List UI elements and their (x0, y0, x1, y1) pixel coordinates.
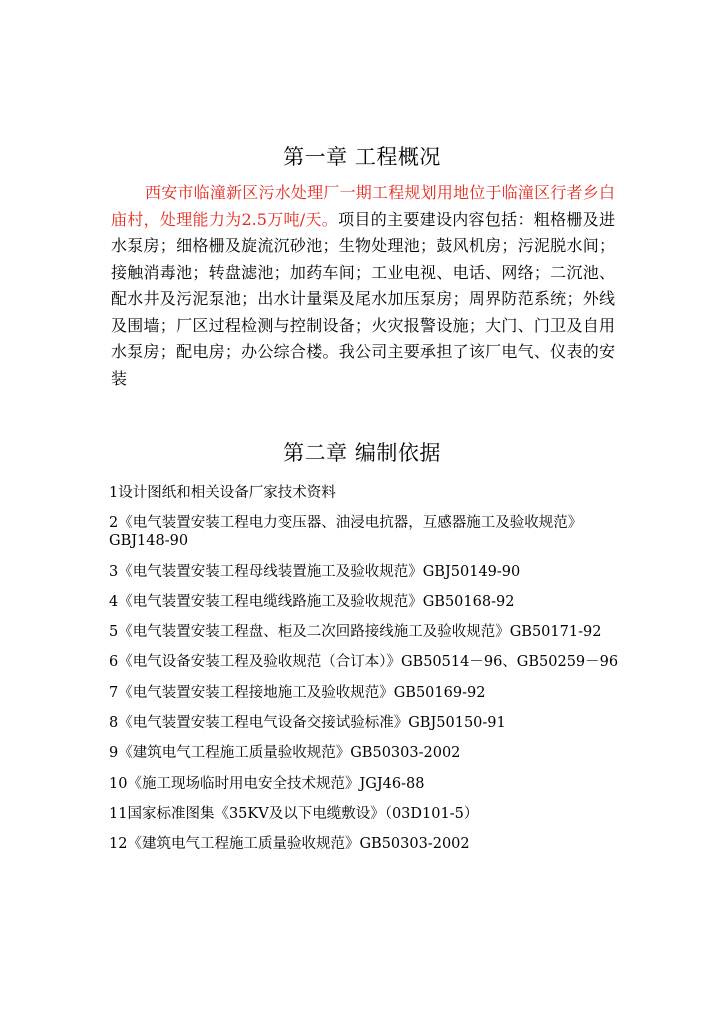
reference-item: 3《电气装置安装工程母线装置施工及验收规范》GBJ50149-90 (109, 563, 521, 580)
reference-item: 9《建筑电气工程施工质量验收规范》GB50303-2002 (109, 745, 461, 762)
chapter-1-intro-paragraph (111, 180, 615, 392)
reference-item: 6《电气设备安装工程及验收规范（合订本）》GB50514－96、GB50259－96 (109, 654, 619, 671)
reference-item: 8《电气装置安装工程电气设备交接试验标准》GBJ50150-91 (109, 715, 506, 732)
chapter-1-title: 第一章 工程概况 (283, 145, 441, 169)
reference-item: 12《建筑电气工程施工质量验收规范》GB50303-2002 (109, 836, 470, 853)
reference-item: 5《电气装置安装工程盘、柜及二次回路接线施工及验收规范》GB50171-92 (109, 624, 602, 641)
reference-list (109, 484, 619, 866)
reference-item: 10《施工现场临时用电安全技术规范》JGJ46-88 (109, 775, 425, 792)
reference-item: 2《电气装置安装工程电力变压器、油浸电抗器，互感器施工及验收规范》GBJ148-90 (109, 515, 583, 550)
reference-item: 1设计图纸和相关设备厂家技术资料 (109, 485, 336, 501)
reference-item: 11国家标准图集《35KV及以下电缆敷设》（03D101-5） (109, 805, 479, 822)
chapter-2-title: 第二章 编制依据 (283, 441, 441, 465)
intro-highlighted-text: 西安市临潼新区污水处理厂一期工程规划用地位于临潼区行者乡白庙村，处理能力为2.5万吨/天。 (111, 183, 615, 229)
reference-item: 7《电气装置安装工程接地施工及验收规范》GB50169-92 (109, 684, 486, 701)
intro-body-text: 项目的主要建设内容包括：粗格栅及进水泵房；细格栅及旋流沉砂池；生物处理池；鼓风机房；污泥脱水间；接触消毒池；转盘滤池；加药车间；工业电视、电话、网络；二沉池、配水井及污泥泵池；出水计量渠及尾水加压泵房；周界防范系统；外线及围墙；厂区过程检测与控制设备；火灾报警设施；大门、门卫及自用水泵房；配电房；办公综合楼。我公司主要承担了该厂电气、仪表的安装 (111, 209, 615, 388)
reference-item: 4《电气装置安装工程电缆线路施工及验收规范》GB50168-92 (109, 593, 515, 610)
